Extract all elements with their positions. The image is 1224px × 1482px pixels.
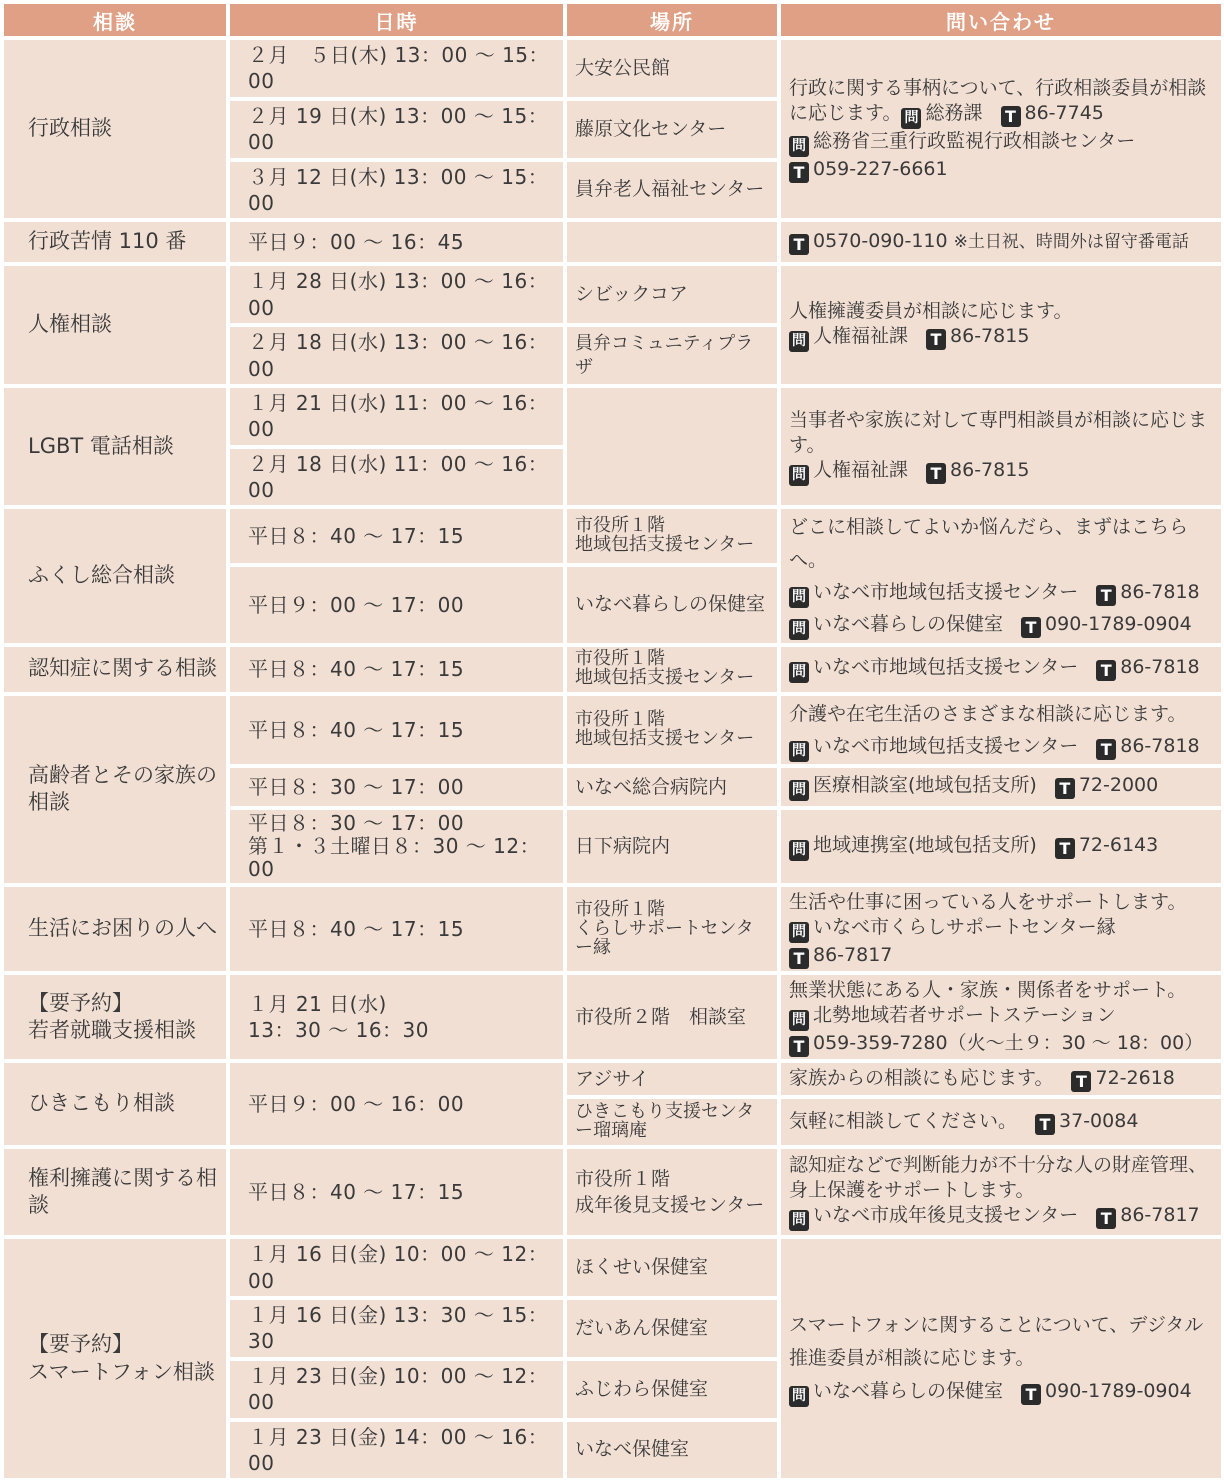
contact-dept: いなべ市地域包括支援センター — [813, 734, 1079, 757]
inquiry-icon: 問 — [789, 1010, 809, 1031]
contact-note: ※土日祝、時間外は留守番電話 — [953, 232, 1189, 253]
contact-dept: いなべ市くらしサポートセンター縁 — [813, 915, 1116, 938]
contact-phone: 72-2618 — [1095, 1067, 1175, 1090]
place-cell: アジサイ — [567, 1063, 777, 1095]
place-cell: いなべ総合病院内 — [567, 768, 777, 806]
table-row — [4, 40, 1221, 97]
contact-phone: 86-7818 — [1120, 656, 1200, 679]
inquiry-icon: 問 — [789, 619, 809, 640]
place-cell: 員弁コミュニティプラザ — [567, 327, 777, 384]
place-cell: 員弁老人福祉センター — [567, 162, 777, 219]
datetime-cell: 平日８：40 ～ 17：15 — [230, 696, 563, 765]
contact-phone: 0570-090-110 — [813, 230, 948, 253]
datetime-line: １月 21 日(水) — [248, 991, 387, 1016]
header-datetime: 日時 — [230, 4, 563, 36]
contact-phone: 090-1789-0904 — [1045, 1380, 1192, 1403]
datetime-cell: １月 21 日(水) 11：00 ～ 16：00 — [230, 388, 563, 445]
datetime-cell: １月 23 日(金) 14：00 ～ 16：00 — [230, 1422, 563, 1479]
contact-cell — [781, 222, 1221, 262]
reservation-label: 【要予約】 — [28, 1332, 133, 1357]
table-row — [4, 647, 1221, 692]
place-line: 市役所１階 — [575, 1167, 671, 1190]
contact-dept: 北勢地域若者サポートステーション — [813, 1003, 1116, 1026]
place-line: 成年後見支援センター — [575, 1194, 765, 1217]
contact-cell — [781, 696, 1221, 765]
header-row — [4, 4, 1221, 36]
place-cell — [567, 509, 777, 562]
contact-phone: 37-0084 — [1059, 1110, 1139, 1133]
table-row — [4, 975, 1221, 1059]
place-cell — [567, 222, 777, 262]
place-cell — [567, 696, 777, 765]
table-row — [4, 266, 1221, 323]
category-cell: 権利擁護に関する相談 — [4, 1149, 226, 1235]
table-row — [4, 1149, 1221, 1235]
contact-cell — [781, 388, 1221, 506]
contact-text: 認知症などで判断能力が不十分な人の財産管理、身上保護をサポートします。 — [789, 1154, 1208, 1202]
inquiry-icon: 問 — [789, 922, 809, 943]
contact-phone: 059-227-6661 — [813, 157, 948, 180]
category-cell: 人権相談 — [4, 266, 226, 384]
phone-icon: T — [789, 234, 809, 255]
place-cell: シビックコア — [567, 266, 777, 323]
contact-dept: 総務課 — [925, 101, 983, 124]
phone-icon: T — [1096, 660, 1116, 681]
inquiry-icon: 問 — [789, 741, 809, 762]
contact-phone: 86-7815 — [950, 458, 1030, 481]
contact-phone: 86-7817 — [1120, 1204, 1200, 1227]
category-cell: 行政相談 — [4, 40, 226, 218]
place-line: くらしサポートセンター縁 — [575, 917, 754, 958]
contact-dept: いなべ市地域包括支援センター — [813, 581, 1079, 604]
contact-text: 無業状態にある人・家族・関係者をサポート。 — [789, 978, 1187, 1001]
contact-cell — [781, 1239, 1221, 1478]
contact-phone: 72-2000 — [1078, 774, 1159, 797]
category-cell: ひきこもり相談 — [4, 1063, 226, 1145]
category-cell: 認知症に関する相談 — [4, 647, 226, 692]
datetime-cell: ２月 19 日(木) 13：00 ～ 15：00 — [230, 101, 563, 158]
place-line: 市役所１階 — [575, 898, 665, 920]
table-row — [4, 222, 1221, 262]
category-cell: LGBT 電話相談 — [4, 388, 226, 506]
category-cell: 生活にお困りの人へ — [4, 887, 226, 971]
contact-dept: 地域連携室(地域包括支所) — [813, 833, 1037, 856]
datetime-line: 平日８：30 ～ 17：00 — [248, 811, 465, 836]
contact-phone: 059-359-7280（火～土９：30 ～ 18：00） — [813, 1031, 1204, 1054]
contact-phone: 86-7818 — [1120, 734, 1200, 757]
datetime-cell: １月 23 日(金) 10：00 ～ 12：00 — [230, 1361, 563, 1418]
place-cell: 市役所２階 相談室 — [567, 975, 777, 1059]
datetime-line: 第１・３土曜日８：30 ～ 12：00 — [248, 834, 541, 882]
contact-phone: 86-7818 — [1120, 581, 1200, 604]
place-cell — [567, 887, 777, 971]
contact-text: 行政に関する事柄について、行政相談委員が相談に応じます。 — [789, 76, 1207, 124]
datetime-cell: １月 28 日(水) 13：00 ～ 16：00 — [230, 266, 563, 323]
inquiry-icon: 問 — [789, 1386, 809, 1407]
contact-text: 生活や仕事に困っている人をサポートします。 — [789, 890, 1187, 913]
datetime-cell: ２月 ５日(木) 13：00 ～ 15：00 — [230, 40, 563, 97]
inquiry-icon: 問 — [789, 136, 809, 157]
phone-icon: T — [926, 329, 946, 350]
table-row — [4, 388, 1221, 445]
contact-cell — [781, 768, 1221, 806]
inquiry-icon: 問 — [789, 662, 809, 683]
place-line: 市役所１階 — [575, 515, 665, 537]
table-row — [4, 509, 1221, 562]
contact-phone: 86-7817 — [813, 943, 893, 966]
header-contact: 問い合わせ — [781, 4, 1221, 36]
datetime-cell: ３月 12 日(木) 13：00 ～ 15：00 — [230, 162, 563, 219]
contact-cell — [781, 1063, 1221, 1095]
phone-icon: T — [789, 1036, 809, 1057]
phone-icon: T — [1055, 778, 1075, 799]
contact-cell — [781, 887, 1221, 971]
contact-phone: 72-6143 — [1078, 833, 1159, 856]
contact-dept: いなべ市成年後見支援センター — [813, 1204, 1079, 1227]
contact-text: スマートフォンに関することについて、デジタル推進委員が相談に応じます。 — [789, 1313, 1204, 1370]
place-cell: 大安公民館 — [567, 40, 777, 97]
datetime-cell: 平日８：40 ～ 17：15 — [230, 887, 563, 971]
contact-text: 家族からの相談にも応じます。 — [789, 1067, 1054, 1090]
contact-cell — [781, 509, 1221, 642]
inquiry-icon: 問 — [789, 780, 809, 801]
contact-text: 人権擁護委員が相談に応じます。 — [789, 299, 1073, 322]
contact-cell — [781, 975, 1221, 1059]
phone-icon: T — [1055, 838, 1075, 859]
contact-dept: いなべ市地域包括支援センター — [813, 656, 1079, 679]
place-cell: ほくせい保健室 — [567, 1239, 777, 1296]
contact-text: 介護や在宅生活のさまざまな相談に応じます。 — [789, 702, 1187, 725]
phone-icon: T — [926, 463, 946, 484]
contact-phone: 86-7815 — [950, 324, 1030, 347]
table-row — [4, 1239, 1221, 1296]
phone-icon: T — [1035, 1114, 1055, 1135]
place-cell: いなべ保健室 — [567, 1422, 777, 1479]
datetime-cell: １月 16 日(金) 13：30 ～ 15：30 — [230, 1300, 563, 1357]
contact-dept: 人権福祉課 — [813, 324, 909, 347]
datetime-cell: ２月 18 日(水) 13：00 ～ 16：00 — [230, 327, 563, 384]
inquiry-icon: 問 — [789, 1210, 809, 1231]
place-cell: だいあん保健室 — [567, 1300, 777, 1357]
table-row — [4, 887, 1221, 971]
phone-icon: T — [1071, 1071, 1091, 1092]
contact-text: どこに相談してよいか悩んだら、まずはこちらへ。 — [789, 516, 1189, 571]
contact-dept: 人権福祉課 — [813, 458, 909, 481]
place-cell: 日下病院内 — [567, 810, 777, 883]
table-row — [4, 1063, 1221, 1095]
contact-cell — [781, 647, 1221, 692]
phone-icon: T — [1001, 106, 1021, 127]
place-cell: 藤原文化センター — [567, 101, 777, 158]
datetime-line: 13：30 ～ 16：30 — [248, 1018, 430, 1043]
datetime-cell — [230, 810, 563, 883]
contact-cell — [781, 1149, 1221, 1235]
inquiry-icon: 問 — [789, 587, 809, 608]
datetime-cell: 平日９：00 ～ 17：00 — [230, 567, 563, 643]
contact-dept: いなべ暮らしの保健室 — [813, 613, 1004, 636]
category-label: スマートフォン相談 — [28, 1359, 215, 1384]
phone-icon: T — [1021, 617, 1041, 638]
datetime-cell: 平日８：40 ～ 17：15 — [230, 1149, 563, 1235]
category-cell — [4, 975, 226, 1059]
datetime-cell: １月 16 日(金) 10：00 ～ 12：00 — [230, 1239, 563, 1296]
category-cell — [4, 1239, 226, 1478]
header-category: 相談 — [4, 4, 226, 36]
header-place: 場所 — [567, 4, 777, 36]
contact-phone: 090-1789-0904 — [1045, 613, 1192, 636]
place-cell — [567, 647, 777, 692]
datetime-cell: 平日８：30 ～ 17：00 — [230, 768, 563, 806]
contact-dept: 総務省三重行政監視行政相談センター — [813, 129, 1136, 152]
datetime-cell — [230, 975, 563, 1059]
contact-cell — [781, 810, 1221, 883]
datetime-cell: 平日８：40 ～ 17：15 — [230, 647, 563, 692]
contact-cell — [781, 266, 1221, 384]
inquiry-icon: 問 — [901, 108, 921, 129]
place-line: 地域包括支援センター — [575, 727, 755, 749]
place-cell: ひきこもり支援センター瑠璃庵 — [567, 1099, 777, 1145]
phone-icon: T — [1021, 1384, 1041, 1405]
place-cell: ふじわら保健室 — [567, 1361, 777, 1418]
contact-text: 気軽に相談してください。 — [789, 1110, 1018, 1133]
place-line: 市役所１階 — [575, 648, 665, 670]
place-line: 市役所１階 — [575, 709, 665, 731]
place-cell: いなべ暮らしの保健室 — [567, 567, 777, 643]
place-line: 地域包括支援センター — [575, 667, 755, 689]
phone-icon: T — [1096, 739, 1116, 760]
phone-icon: T — [1096, 1208, 1116, 1229]
table-row — [4, 696, 1221, 765]
contact-text: 当事者や家族に対して専門相談員が相談に応じます。 — [789, 408, 1208, 456]
datetime-cell: 平日９：00 ～ 16：00 — [230, 1063, 563, 1145]
phone-icon: T — [789, 162, 809, 183]
contact-dept: 医療相談室(地域包括支所) — [813, 774, 1037, 797]
category-label: 若者就職支援相談 — [28, 1018, 196, 1043]
category-cell: ふくし総合相談 — [4, 509, 226, 642]
inquiry-icon: 問 — [789, 465, 809, 486]
inquiry-icon: 問 — [789, 840, 809, 861]
datetime-cell: ２月 18 日(水) 11：00 ～ 16：00 — [230, 449, 563, 506]
place-line: 地域包括支援センター — [575, 534, 755, 556]
category-cell: 高齢者とその家族の相談 — [4, 696, 226, 884]
datetime-cell: 平日９：00 ～ 16：45 — [230, 222, 563, 262]
contact-cell — [781, 1099, 1221, 1145]
category-cell: 行政苦情 110 番 — [4, 222, 226, 262]
place-cell — [567, 388, 777, 506]
contact-cell — [781, 40, 1221, 218]
phone-icon: T — [789, 948, 809, 969]
datetime-cell: 平日８：40 ～ 17：15 — [230, 509, 563, 562]
inquiry-icon: 問 — [789, 331, 809, 352]
phone-icon: T — [1096, 585, 1116, 606]
place-cell — [567, 1149, 777, 1235]
contact-dept: いなべ暮らしの保健室 — [813, 1380, 1004, 1403]
contact-phone: 86-7745 — [1024, 101, 1104, 124]
reservation-label: 【要予約】 — [28, 990, 133, 1015]
